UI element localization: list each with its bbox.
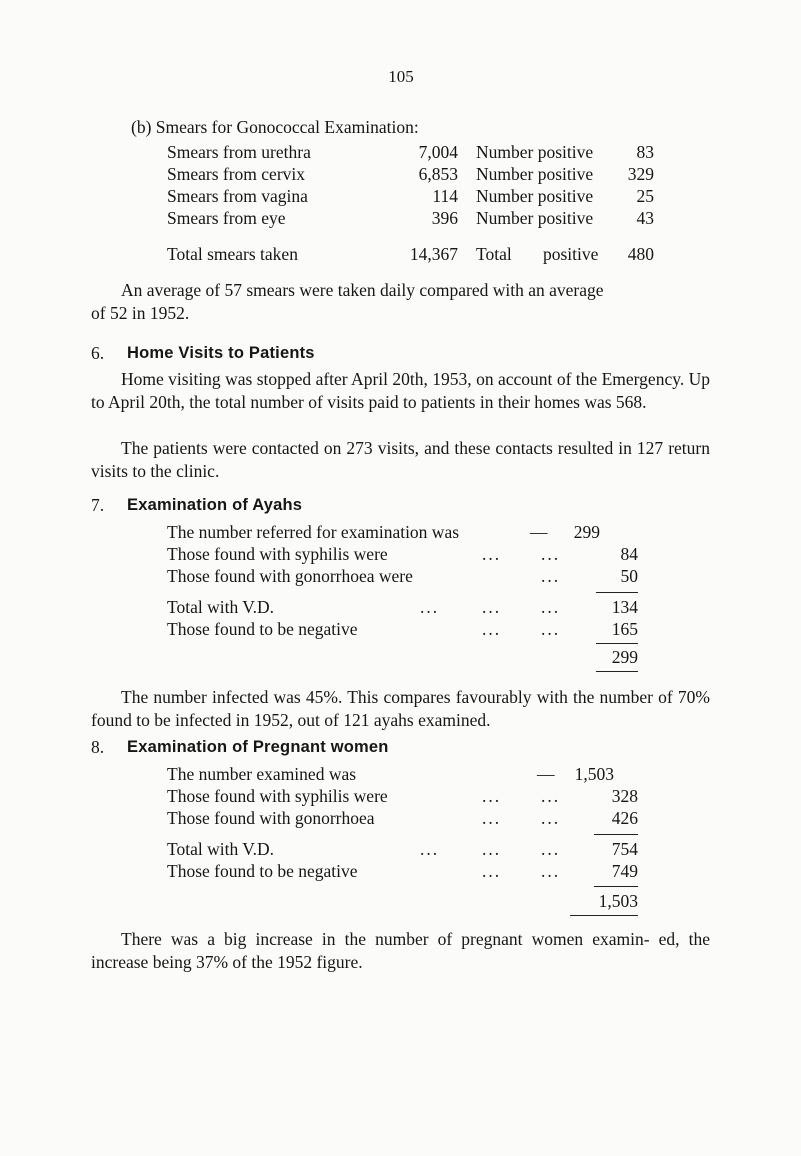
pregnant-syphilis-value: 328	[611, 786, 638, 806]
smears-row-positive-label: Number positive	[476, 164, 594, 184]
pregnant-gonorrhoea-value: 426	[611, 808, 638, 828]
smears-row-label: Smears from vagina	[167, 186, 308, 206]
smears-row-positive-label: Number positive	[476, 186, 594, 206]
section-number: 6.	[91, 343, 105, 363]
leader-dots: ...	[420, 839, 440, 859]
sum-rule	[596, 592, 638, 593]
smears-paragraph-line1: An average of 57 smears were taken daily compared with an average	[121, 280, 604, 300]
smears-heading: (b) Smears for Gonococcal Examination:	[131, 117, 419, 137]
smears-total-label: Total smears taken	[167, 244, 298, 264]
leader-dots: ...	[482, 861, 502, 881]
leader-dots: ...	[482, 808, 502, 828]
smears-row-count: 114	[432, 186, 458, 206]
smears-row-positive-value: 83	[636, 142, 654, 162]
sum-rule	[596, 671, 638, 672]
pregnant-total-value: 754	[611, 839, 638, 859]
smears-total-positive-value: 480	[627, 244, 654, 264]
smears-row-positive-value: 25	[636, 186, 654, 206]
pregnant-negative-label: Those found to be negative	[167, 861, 358, 881]
smears-row-label: Smears from eye	[167, 208, 286, 228]
leader-dots: ...	[541, 597, 561, 617]
pregnant-examined-label: The number examined was	[167, 764, 357, 784]
leader-dots: ...	[541, 619, 561, 639]
ayahs-negative-label: Those found to be negative	[167, 619, 358, 639]
leader-dots: ...	[541, 786, 561, 806]
ayahs-negative-value: 165	[611, 619, 638, 639]
sum-rule	[594, 834, 638, 835]
smears-total-count: 14,367	[409, 244, 458, 264]
smears-total-positive-label-a: Total	[476, 244, 512, 264]
leader-dots: ...	[541, 861, 561, 881]
smears-row-label: Smears from urethra	[167, 142, 311, 162]
section-heading: Examination of Pregnant women	[127, 738, 389, 756]
smears-row-positive-label: Number positive	[476, 208, 594, 228]
ayahs-paragraph: The number infected was 45%. This compares favourably with the number of 70% found to be infected in 1952, out of 121 ayahs examined.	[91, 687, 710, 730]
leader-dots: ...	[541, 839, 561, 859]
pregnant-paragraph: There was a big increase in the number of pregnant women examin- ed, the increase being 37% of the 1952 figure.	[91, 929, 710, 972]
sum-rule	[594, 886, 638, 887]
ayahs-referred-label: The number referred for examination was	[167, 522, 460, 542]
smears-row-positive-value: 43	[636, 208, 654, 228]
leader-dots: ...	[482, 544, 502, 564]
page-number: 105	[388, 67, 414, 86]
pregnant-gonorrhoea-label: Those found with gonorrhoea	[167, 808, 375, 828]
pregnant-total-label: Total with V.D.	[167, 839, 275, 859]
ayahs-gonorrhoea-value: 50	[620, 566, 638, 586]
ayahs-referred-value: 299	[573, 522, 600, 542]
section-number: 8.	[91, 737, 105, 757]
sum-rule	[570, 915, 638, 916]
pregnant-negative-value: 749	[611, 861, 638, 881]
leader-dots: ...	[482, 839, 502, 859]
smears-total-positive-label-b: positive	[543, 244, 599, 264]
leader-dots: ...	[541, 544, 561, 564]
pregnant-examined-dash: —	[537, 764, 555, 784]
smears-row-count: 396	[431, 208, 458, 228]
ayahs-total-label: Total with V.D.	[167, 597, 275, 617]
pregnant-examined-value: 1,503	[574, 764, 614, 784]
section-heading: Examination of Ayahs	[127, 496, 303, 514]
home-visits-paragraph-1: Home visiting was stopped after April 20th, 1953, on account of the Emergency. Up to April 20th, the total number of visits paid to patients in their homes was 568.	[91, 369, 710, 412]
sum-rule	[596, 643, 638, 644]
smears-row-positive-value: 329	[627, 164, 654, 184]
smears-paragraph-line2: of 52 in 1952.	[91, 303, 190, 323]
leader-dots: ...	[420, 597, 440, 617]
leader-dots: ...	[482, 786, 502, 806]
smears-row-label: Smears from cervix	[167, 164, 306, 184]
leader-dots: ...	[482, 619, 502, 639]
ayahs-syphilis-value: 84	[620, 544, 638, 564]
section-number: 7.	[91, 495, 105, 515]
ayahs-syphilis-label: Those found with syphilis were	[167, 544, 388, 564]
ayahs-sum-value: 299	[611, 647, 638, 667]
pregnant-sum-value: 1,503	[598, 891, 638, 911]
leader-dots: ...	[541, 566, 561, 586]
ayahs-gonorrhoea-label: Those found with gonorrhoea were	[167, 566, 413, 586]
ayahs-total-value: 134	[611, 597, 638, 617]
pregnant-syphilis-label: Those found with syphilis were	[167, 786, 388, 806]
home-visits-paragraph-2: The patients were contacted on 273 visits, and these contacts resulted in 127 return visits to the clinic.	[91, 438, 710, 481]
smears-row-count: 7,004	[418, 142, 458, 162]
smears-row-positive-label: Number positive	[476, 142, 594, 162]
section-heading: Home Visits to Patients	[127, 344, 315, 362]
smears-row-count: 6,853	[418, 164, 458, 184]
ayahs-referred-dash: —	[530, 522, 548, 542]
leader-dots: ...	[541, 808, 561, 828]
leader-dots: ...	[482, 597, 502, 617]
